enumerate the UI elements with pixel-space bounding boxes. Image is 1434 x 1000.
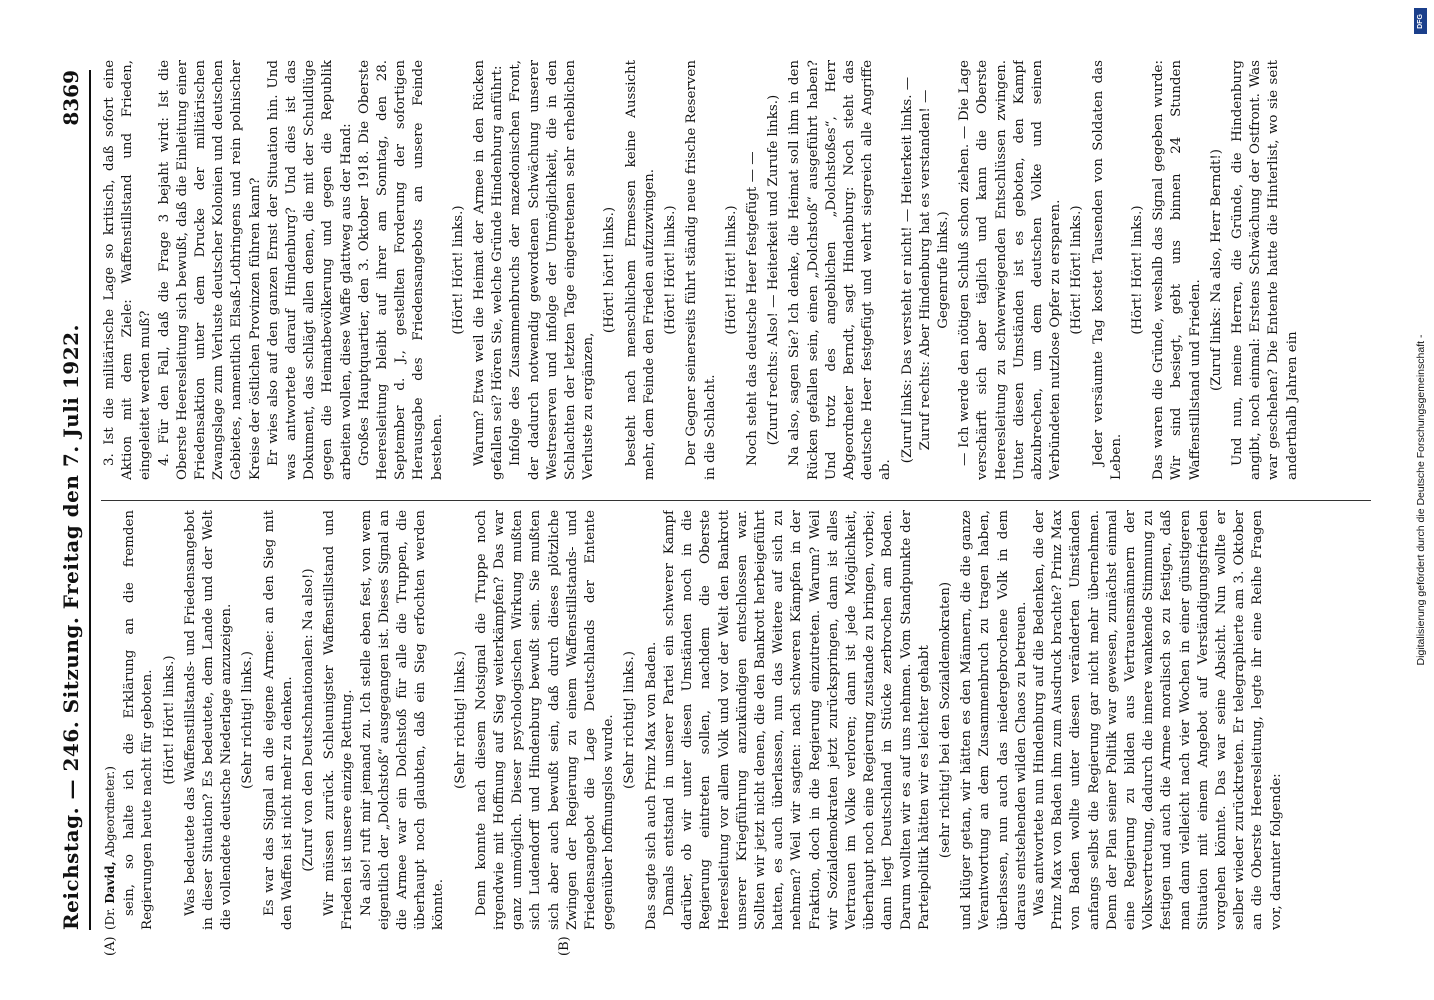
digitization-sidebar <box>1408 0 1434 1000</box>
interjection: (Hört! Hört! links.) <box>1129 205 1145 335</box>
interjection: (Hört! Hört! links.) <box>663 205 679 335</box>
paragraph: Was bedeutete das Waffenstillstands- und Friedensangebot in dieser Situation? Es bedeutete, dem Lande und der Welt die vollendete deutsche Niederlage anzuzeigen. <box>182 510 235 930</box>
interjection: (Zuruf von den Deutschnationalen: Na also!) <box>301 568 317 872</box>
paragraph: sein, so halte ich die Erklärung an die fremden Regierungen heute nacht für geboten. <box>122 510 156 930</box>
paragraph: Was antwortete nun Hindenburg auf die Bedenken, die der Prinz Max von Baden ihm zum Ausdruck brachte? Prinz Max von Baden wollte unter diesen veränderten Umständen anfangs selbst die Regierung gar nicht mehr übernehmen. Denn der Plan seiner Politik war gewesen, zunächst einmal eine Regierung zu bilden aus Vertrauensmännern der Volksvertretung, dadurch die innere wankende Stimmung zu festigen und auch die Armee moralisch so zu festigen, daß man dann vielleicht nach vier Wochen in einer günstigeren Situation mit einem Angebot auf Verständigungsfrieden vorgehen könnte. Das war seine Absicht. Nun wollte er selber wieder zurücktreten. Er telegraphierte am 3. Oktober an die Oberste Heeresleitung, legte ihr eine Reihe Fragen vor, darunter folgende: <box>1031 510 1284 930</box>
paragraph: Er wies also auf den ganzen Ernst der Situation hin. Und was antwortete darauf Hindenburg? Und dies ist das Dokument, das schlägt allen denen, die mit der Schuldlüge gegen die Heimatbevölkerung und gegen die Republik arbeiten wollen, diese Waffe glattweg aus der Hand: <box>265 60 354 480</box>
dfg-logo-text: DFG <box>1417 13 1424 29</box>
page-header <box>59 70 91 930</box>
paragraph: Wir müssen zurück. Schleunigster Waffenstillstand und Frieden ist unsere einzige Rettung. <box>322 510 356 930</box>
interjection: (Hört! hört! links.) <box>602 206 618 334</box>
interjection: (Sehr richtig! links.) <box>452 651 468 789</box>
speaker-role: Abgeordneter.) <box>103 766 117 858</box>
left-column <box>101 510 1371 930</box>
running-title: Reichstag. — 246. Sitzung. Freitag den 7. Juli 1922. <box>59 324 83 930</box>
paragraph: und klüger getan, wir hätten es den Männern, die die ganze Verantwortung an dem Zusammenbruch zu tragen haben, überlassen, nun auch das niedergebrochene Volk in dem daraus entstehenden wilden Chaos zu betreuen. <box>959 510 1029 930</box>
interjection: (Sehr richtig! links.) <box>240 651 256 789</box>
paragraph: Es war das Signal an die eigene Armee: an den Sieg mit den Waffen ist nicht mehr zu denken. <box>261 510 295 930</box>
interjection: (Hört! Hört! links.) <box>723 205 739 335</box>
paragraph: Denn konnte nach diesem Notsignal die Truppe noch irgendwie mit Hoffnung auf Sieg weiterkämpfen? Das war ganz unmöglich. Dieser psychologischen Wirkung mußten sich Ludendorff und Hindenburg bewußt sein. Sie mußten sich aber auch bewußt sein, daß durch dieses plötzliche Zwingen der Regierung zu einem Waffenstillstands- und Friedensangebot die Lage Deutschlands der Entente gegenüber hoffnungslos wurde. <box>473 510 617 930</box>
paragraph: Warum? Etwa weil die Heimat der Armee in den Rücken gefallen sei? Hören Sie, welche Gründe Hindenburg anführt: <box>472 60 506 480</box>
interjection: (sehr richtig! bei den Sozialdemokraten) <box>937 581 953 859</box>
speaker-name: David, <box>103 861 117 904</box>
paragraph: Damals entstand in unserer Partei ein schwerer Kampf darüber, ob wir unter diesen Umständen noch in die Regierung eintreten sollen, nachdem die Oberste Heeresleitung vor allem Volk und vor der Welt den Bankrott unserer Kriegführung anzukündigen entschlossen war. Sollten wir jetzt nicht denen, die den Bankrott herbeigeführt hatten, es auch überlassen, nun das Weitere auf sich zu nehmen? Weil wir sagten: nach schweren Kämpfen in der Fraktion, doch in die Regierung einzutreten. Warum? Weil wir Sozialdemokraten jetzt zurückspringen, dann ist alles Vertrauen im Volke verloren; dann ist jede Möglichkeit, überhaupt noch eine Regierung zustande zu bringen, vorbei; dann liegt Deutschland in Stücke zerbrochen am Boden. Darum wollten wir es auf uns nehmen. Vom Standpunkte der Parteipolitik hätten wir es leichter gehabt <box>661 510 932 930</box>
margin-marker-a: (A) <box>103 936 118 956</box>
paragraph: Noch steht das deutsche Heer festgefügt — — <box>744 151 760 466</box>
paragraph: Das sagte sich auch Prinz Max von Baden. <box>643 641 659 930</box>
paragraph: Na also, sagen Sie? Ich denke, die Heimat soll ihm in den Rücken gefallen sein, einen „Dolchstoß“ ausgeführt haben? Und trotz des angeblichen „Dolchstoßes“, Herr Abgeordneter Berndt, sagt Hindenburg: Noch steht das deutsche Heer festgefügt und wehrt siegreich alle Angriffe ab. <box>787 60 894 480</box>
left-paragraphs <box>121 510 1286 930</box>
interjection: (Zuruf links: Das versteht er nicht! — Heiterkeit links. — Zuruf rechts: Aber Hindenburg hat es verstanden! — Gegenrufe links.) <box>899 76 951 464</box>
speaker-prefix: (Dr. <box>103 907 117 930</box>
paragraph: Na also! ruft mir jemand zu. Ich stelle eben fest, von wem eigentlich der „Dolchstoß“ ausgegangen ist. Dieses Signal an die Armee war ein Dolchstoß für alle die Truppen, die überhaupt noch glaubten, daß ein Sieg erfochten werden könnte. <box>358 510 447 930</box>
interjection: (Zuruf rechts: Also! — Heiterkeit und Zurufe links.) <box>766 94 782 446</box>
speaker-line <box>101 510 119 930</box>
right-paragraphs <box>101 60 1302 480</box>
paragraph: 4. Für den Fall, daß die Frage 3 bejaht wird: Ist die Oberste Heeresleitung sich bewußt, daß die Einleitung einer Friedensaktion unter dem Drucke der militärischen Zwangslage zum Verluste deutscher Kolonien und deutschen Gebietes, namentlich Elsaß-Lothringens und rein polnischer Kreise der östlichen Provinzen führen kann? <box>156 60 263 480</box>
paragraph: Das waren die Gründe, weshalb das Signal gegeben wurde: Wir sind besiegt, gebt uns binnen 24 Stunden Waffenstillstand und Frieden. <box>1151 60 1203 480</box>
column-divider <box>101 500 1371 501</box>
paragraph: besteht nach menschlichem Ermessen keine Aussicht mehr, dem Feinde den Frieden aufzuzwingen. <box>623 60 657 480</box>
paragraph: Und nun, meine Herren, die Gründe, die Hindenburg angibt, noch einmal: Erstens Schwächung der Ostfront. Was war geschehen? Die Entente hatte die Hinterlist, wo sie seit anderthalb Jahren ein <box>1229 60 1300 480</box>
paragraph: — Ich werde den nötigen Schluß schon ziehen. — Die Lage verschärft sich aber täglich und kann die Oberste Heeresleitung zu schwerwiegenden Entschlüssen zwingen. Unter diesen Umständen ist es geboten, den Kampf abzubrechen, um dem deutschen Volke und seinen Verbündeten nutzlose Opfer zu ersparen. <box>957 60 1064 480</box>
paragraph: 3. Ist die militärische Lage so kritisch, daß sofort eine Aktion mit dem Ziele: Waffenstillstand und Frieden, eingeleitet werden muß? <box>102 60 154 480</box>
margin-marker-b: (B) <box>557 936 572 956</box>
dfg-logo <box>1414 8 1427 34</box>
right-column <box>101 60 1371 480</box>
paragraph: Der Gegner seinerseits führt ständig neue frische Reserven in die Schlacht. <box>684 60 718 480</box>
interjection: (Hört! Hört! links.) <box>161 655 177 785</box>
interjection: (Zuruf links: Na also, Herr Berndt!) <box>1208 149 1224 392</box>
page-number: 8369 <box>59 70 83 126</box>
digitization-credit: Digitalisierung gefördert durch die Deutsche Forschungsgemeinschaft - <box>1415 334 1427 666</box>
interjection: (Hört! Hört! links.) <box>1069 205 1085 335</box>
paragraph: Infolge des Zusammenbruchs der mazedonischen Front, der dadurch notwendig gewordenen Schwächung unserer Westreserven und infolge der Unmöglichkeit, die in den Schlachten der letzten Tage eingetretenen sehr erheblichen Verluste zu ergänzen, <box>508 60 597 480</box>
interjection: (Sehr richtig! links.) <box>622 651 638 789</box>
newspaper-page <box>37 40 1397 960</box>
interjection: (Hört! Hört! links.) <box>450 205 466 335</box>
paragraph: Jeder versäumte Tag kostet Tausenden von Soldaten das Leben. <box>1090 60 1124 480</box>
paragraph: Großes Hauptquartier, den 3. Oktober 1918. Die Oberste Heeresleitung bleibt auf ihrer am Sonntag, den 28. September d. J., gestellten Forderung der sofortigen Herausgabe des Friedensangebots an unsere Feinde bestehen. <box>356 60 445 480</box>
